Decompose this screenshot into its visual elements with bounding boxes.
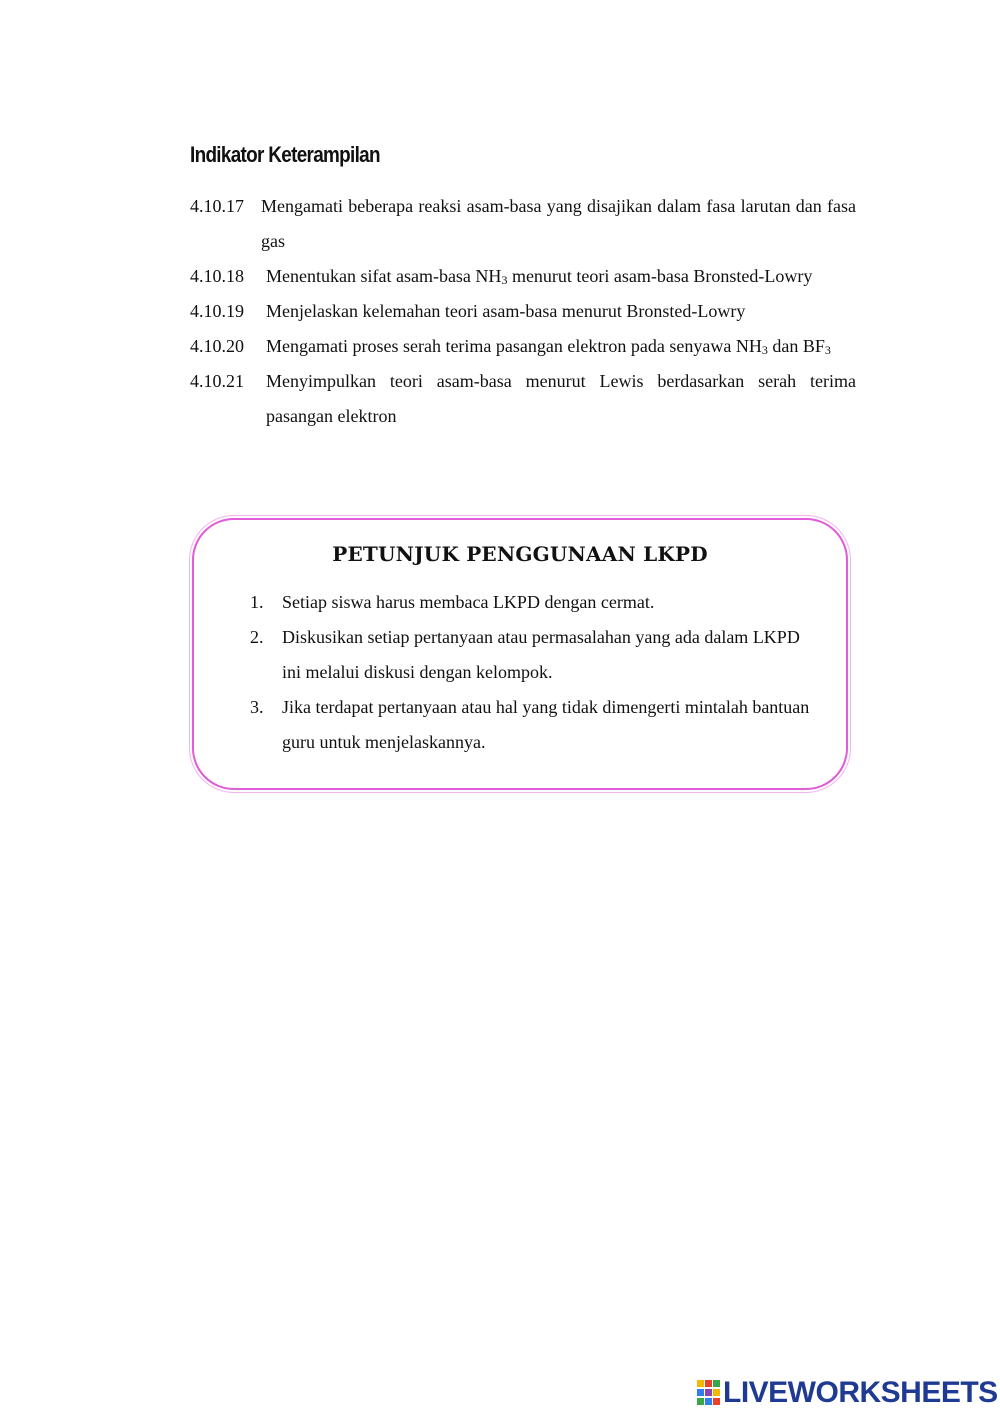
- indicator-list: [190, 189, 856, 434]
- indicator-item: [190, 189, 856, 259]
- instruction-text: Jika terdapat pertanyaan atau hal yang tidak dimengerti mintalah bantuan guru untuk menjelaskannya.: [282, 697, 810, 752]
- indicator-text: Mengamati beberapa reaksi asam-basa yang disajikan dalam fasa larutan dan fasa gas: [261, 196, 856, 251]
- liveworksheets-logo-icon: [697, 1379, 721, 1407]
- indicator-number: 4.10.17: [190, 196, 244, 216]
- instructions-box: [192, 518, 848, 790]
- instruction-number: 2.: [250, 627, 264, 647]
- instruction-item: [250, 690, 810, 760]
- indicator-item: [190, 259, 856, 294]
- indicator-text: Menentukan sifat asam-basa $NH_3$ menurut teori asam-basa Bronsted-Lowry: [266, 266, 813, 287]
- watermark-text: LIVEWORKSHEETS: [723, 1376, 998, 1409]
- indicator-number: 4.10.21: [190, 371, 244, 391]
- indicator-item: [190, 294, 856, 329]
- instructions-title: PETUNJUK PENGGUNAAN LKPD: [332, 542, 708, 566]
- indicator-text: Menyimpulkan teori asam-basa menurut Lewis berdasarkan serah terima pasangan elektron: [266, 371, 856, 426]
- indicator-text: Menjelaskan kelemahan teori asam-basa menurut Bronsted-Lowry: [266, 301, 746, 321]
- indicator-number: 4.10.20: [190, 336, 244, 356]
- instruction-item: [250, 585, 810, 620]
- instruction-text: Setiap siswa harus membaca LKPD dengan cermat.: [282, 592, 655, 612]
- indicator-number: 4.10.18: [190, 266, 244, 286]
- liveworksheets-watermark: [697, 1376, 998, 1410]
- instructions-list: [250, 585, 810, 760]
- instruction-item: [250, 620, 810, 690]
- indicator-number: 4.10.19: [190, 301, 244, 321]
- indicator-item: [190, 329, 856, 364]
- section-heading: Indikator Keterampilan: [190, 142, 380, 167]
- instruction-text: Diskusikan setiap pertanyaan atau permasalahan yang ada dalam LKPD ini melalui diskusi dengan kelompok.: [282, 627, 800, 682]
- instruction-number: 1.: [250, 592, 264, 612]
- indicator-item: [190, 364, 856, 434]
- indicator-text: Mengamati proses serah terima pasangan elektron pada senyawa $NH_3$ dan $BF_3$: [266, 336, 831, 357]
- instruction-number: 3.: [250, 697, 264, 717]
